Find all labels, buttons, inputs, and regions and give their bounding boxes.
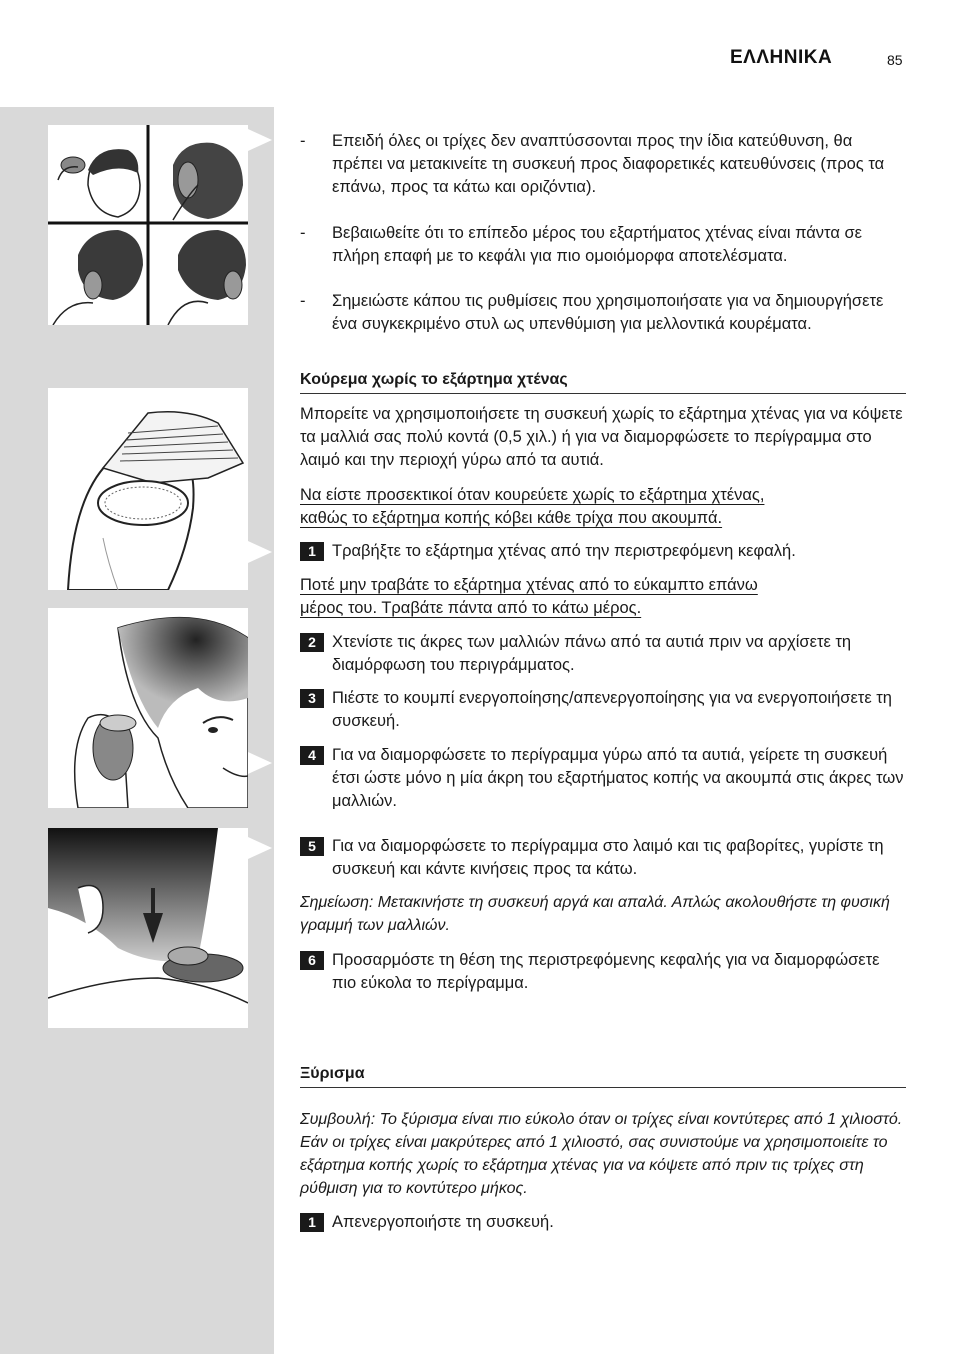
step-number: 4	[300, 746, 324, 765]
section-heading: Ξύρισμα	[300, 1063, 906, 1088]
pointer-arrow	[248, 541, 272, 563]
step-number: 1	[300, 542, 324, 561]
warning-text	[300, 484, 910, 530]
step-text: Για να διαμορφώσετε το περίγραμμα στο λαιμό και τις φαβορίτες, γυρίστε τη συσκευή και κάντε κινήσεις προς τα κάτω.	[332, 837, 884, 878]
section-heading: Κούρεμα χωρίς το εξάρτημα χτένας	[300, 369, 906, 394]
warning-line: Να είστε προσεκτικοί όταν κουρεύετε χωρίς το εξάρτημα χτένας,	[300, 486, 765, 504]
step-text: Χτενίστε τις άκρες των μαλλιών πάνω από τα αυτιά πριν να αρχίσετε τη διαμόρφωση του περιγράμματος.	[332, 633, 852, 674]
pointer-arrow	[248, 837, 272, 859]
note-text: Σημείωση: Μετακινήστε τη συσκευή αργά και απαλά. Απλώς ακολουθήστε τη φυσική γραμμή των μαλλιών.	[300, 894, 890, 934]
step-item	[300, 744, 906, 813]
step-item	[300, 687, 906, 733]
warning-line: Ποτέ μην τραβάτε το εξάρτημα χτένας από το εύκαμπτο επάνω	[300, 576, 758, 594]
step-item	[300, 1211, 906, 1234]
language-header: ΕΛΛΗΝΙΚΑ	[730, 47, 833, 68]
warning-line: μέρος του. Τραβάτε πάντα από το κάτω μέρος.	[300, 599, 642, 617]
step-number: 1	[300, 1213, 324, 1232]
bullet-dash: -	[300, 132, 306, 150]
bullet-text: Βεβαιωθείτε ότι το επίπεδο μέρος του εξαρτήματος χτένας είναι πάντα σε πλήρη επαφή με το κεφάλι για πιο ομοιόμορφα αποτελέσματα.	[332, 224, 863, 265]
bullet-text: Επειδή όλες οι τρίχες δεν αναπτύσσονται προς την ίδια κατεύθυνση, θα πρέπει να μετακινείτε τη συσκευή προς διαφορετικές κατευθύνσεις (προς τα επάνω, προς τα κάτω και οριζόντια).	[332, 132, 885, 196]
step-item	[300, 631, 906, 677]
step-item	[300, 949, 906, 995]
bullet-item	[300, 222, 906, 268]
step-text: Για να διαμορφώσετε το περίγραμμα γύρω από τα αυτιά, γείρετε τη συσκευή έτσι ώστε μόνο η μία άκρη του εξαρτήματος κοπής να ακουμπά στις άκρες των μαλλιών.	[332, 746, 904, 810]
step-text: Προσαρμόστε τη θέση της περιστρεφόμενης κεφαλής για να διαμορφώσετε πιο εύκολα το περίγραμμα.	[332, 951, 880, 992]
warning-text	[300, 574, 910, 620]
step-number: 3	[300, 689, 324, 708]
step-item	[300, 835, 906, 881]
pointer-arrow	[248, 752, 272, 774]
step-number: 6	[300, 951, 324, 970]
bullet-text: Σημειώστε κάπου τις ρυθμίσεις που χρησιμοποιήσατε για να δημιουργήσετε ένα συγκεκριμένο στυλ ως υπενθύμιση για μελλοντικά κουρέματα.	[332, 292, 884, 333]
step-number: 5	[300, 837, 324, 856]
bullet-item	[300, 290, 906, 336]
pointer-arrow	[248, 129, 272, 151]
step-item	[300, 540, 906, 563]
neck-contour-illustration	[48, 828, 248, 1028]
trimming-directions-illustration	[48, 125, 248, 325]
ear-contour-illustration	[48, 608, 248, 808]
page-number: 85	[887, 52, 903, 68]
bullet-dash: -	[300, 224, 306, 242]
step-number: 2	[300, 633, 324, 652]
warning-line: καθώς το εξάρτημα κοπής κόβει κάθε τρίχα που ακουμπά.	[300, 509, 723, 527]
step-text: Απενεργοποιήστε τη συσκευή.	[332, 1213, 554, 1231]
tip-text: Συμβουλή: Το ξύρισμα είναι πιο εύκολο όταν οι τρίχες είναι κοντύτερες από 1 χιλιοστό. Εάν οι τρίχες είναι μακρύτερες από 1 χιλιοστό, σας συνιστούμε να χρησιμοποιείτε το εξάρτημα κοπής χωρίς το εξάρτημα χτένας για να κόψετε από πριν τις τρίχες στη ρύθμιση για το κοντύτερο μήκος.	[300, 1111, 903, 1197]
step-text: Πιέστε το κουμπί ενεργοποίησης/απενεργοποίησης για να ενεργοποιήσετε τη συσκευή.	[332, 689, 892, 730]
intro-paragraph: Μπορείτε να χρησιμοποιήσετε τη συσκευή χωρίς το εξάρτημα χτένας για να κόψετε τα μαλλιά σας πολύ κοντά (0,5 χιλ.) ή για να διαμορφώσετε το περίγραμμα στο λαιμό και την περιοχή γύρω από τα αυτιά.	[300, 405, 903, 469]
bullet-item	[300, 130, 906, 199]
step-text: Τραβήξτε το εξάρτημα χτένας από την περιστρεφόμενη κεφαλή.	[332, 542, 796, 560]
bullet-dash: -	[300, 292, 306, 310]
trimmer-with-comb-illustration	[48, 388, 248, 590]
